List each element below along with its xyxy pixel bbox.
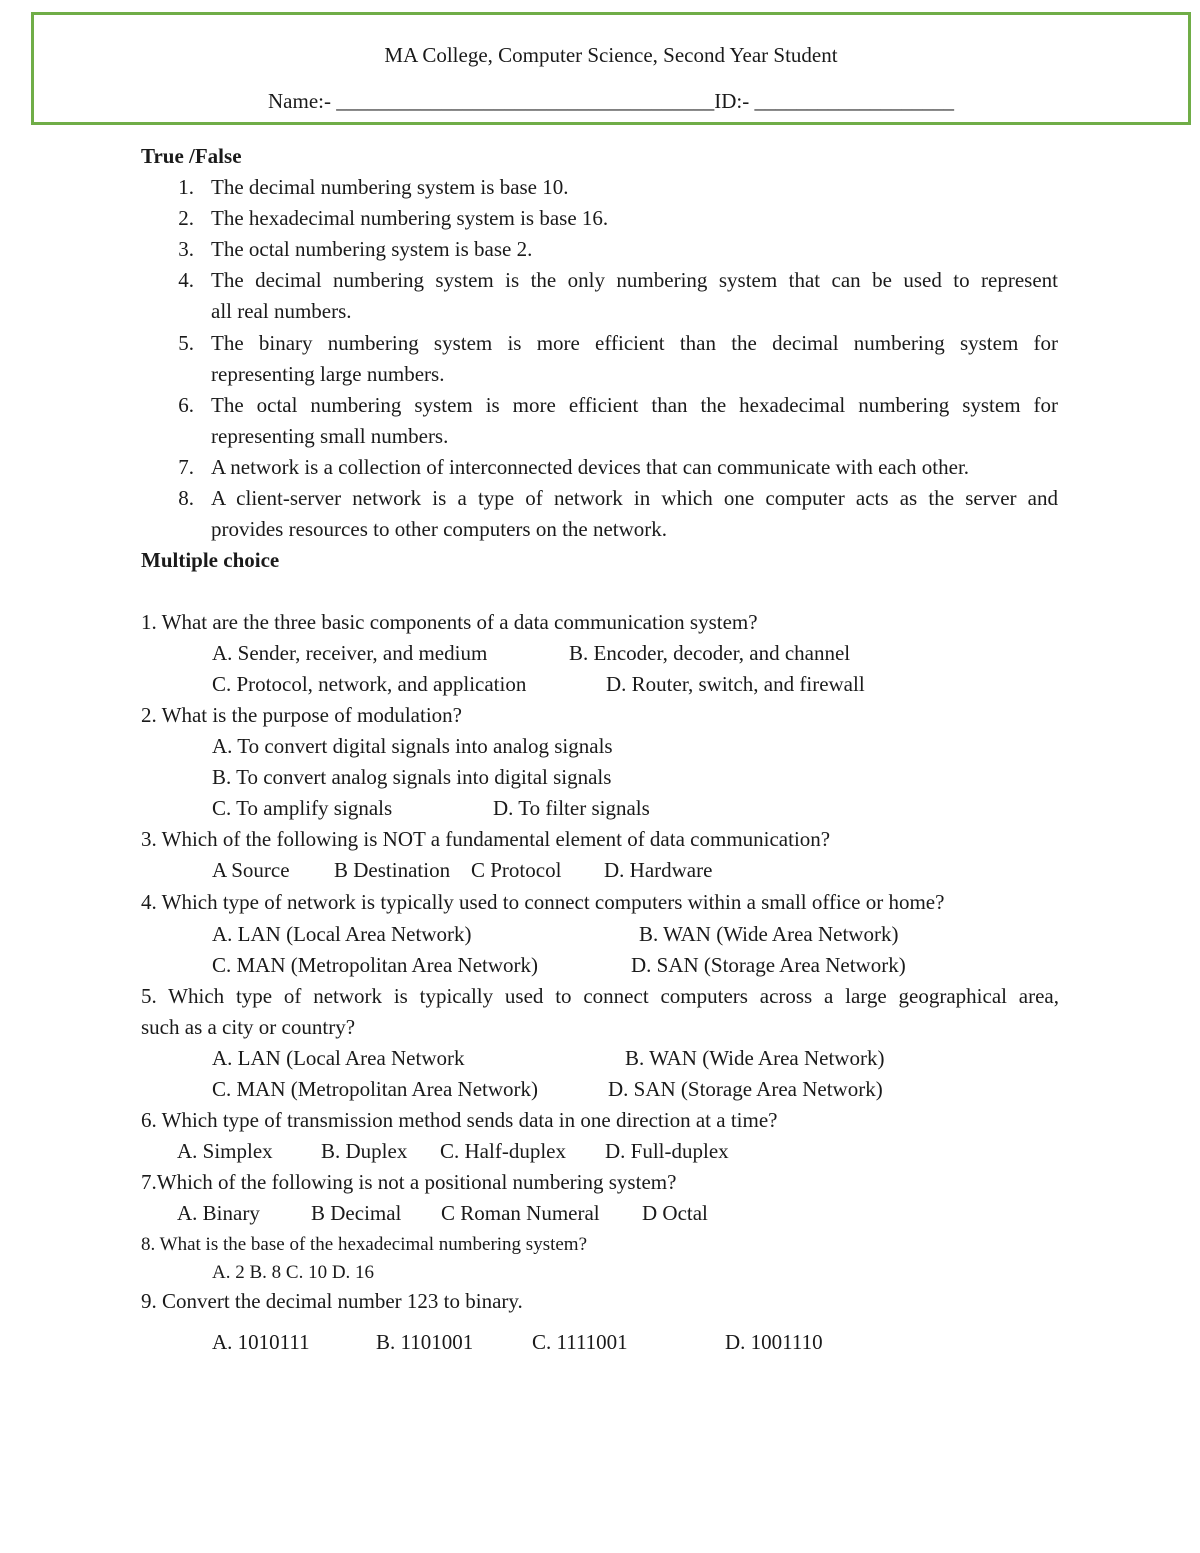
option: B Destination [334,858,451,882]
exam-title: MA College, Computer Science, Second Year Student [384,43,838,67]
option: D. Hardware [604,858,713,882]
tf-number: 1. [178,175,194,199]
option: A Source [212,858,290,882]
option: D. SAN (Storage Area Network) [608,1077,883,1101]
option: C. 1111001 [532,1330,628,1354]
question-4: 4. Which type of network is typically used to connect computers within a small office or home? [141,890,945,914]
option: C Roman Numeral [441,1201,600,1225]
header-box [31,12,1191,125]
option: B. WAN (Wide Area Network) [639,922,899,946]
option: B. Duplex [321,1139,408,1163]
tf-statement: The binary numbering system is more efficient than the decimal numbering system for [211,331,1058,355]
option: D. SAN (Storage Area Network) [631,953,906,977]
option: C. To amplify signals [212,796,393,820]
option: D. 1001110 [725,1330,823,1354]
tf-number: 5. [178,331,194,355]
option: D. Router, switch, and firewall [606,672,865,696]
option: C. MAN (Metropolitan Area Network) [212,953,539,977]
option: A. LAN (Local Area Network [212,1046,465,1070]
option: C. MAN (Metropolitan Area Network) [212,1077,539,1101]
option: A. Sender, receiver, and medium [212,641,488,665]
question-5: 5. Which type of network is typically used to connect computers across a large geographical area, [141,984,1059,1008]
option: B. To convert analog signals into digital signals [212,765,612,789]
option: B Decimal [311,1201,402,1225]
option: A. Simplex [177,1139,273,1163]
tf-statement: The hexadecimal numbering system is base 16. [211,206,609,230]
option: C Protocol [471,858,562,882]
tf-statement: A network is a collection of interconnected devices that can communicate with each other. [211,455,970,479]
option: A. Binary [177,1201,260,1225]
tf-number: 2. [178,206,194,230]
option: D. Full-duplex [605,1139,729,1163]
tf-statement-cont: representing small numbers. [211,424,449,448]
question-5-cont: such as a city or country? [141,1015,356,1039]
option: C. Half-duplex [440,1139,566,1163]
question-7: 7.Which of the following is not a positional numbering system? [141,1170,677,1194]
tf-statement-cont: representing large numbers. [211,362,445,386]
multiple-choice-heading: Multiple choice [141,548,280,572]
option: C. Protocol, network, and application [212,672,527,696]
option: A. 2 B. 8 C. 10 D. 16 [212,1262,375,1283]
tf-statement-cont: all real numbers. [211,299,352,323]
option: B. 1101001 [376,1330,474,1354]
question-6: 6. Which type of transmission method sends data in one direction at a time? [141,1108,778,1132]
tf-number: 7. [178,455,194,479]
name-id-fields: Name:- ____________________________________ID:- ___________________ [268,89,954,113]
option: D. To filter signals [493,796,650,820]
question-9: 9. Convert the decimal number 123 to binary. [141,1289,523,1313]
option: A. 1010111 [212,1330,310,1354]
question-3: 3. Which of the following is NOT a fundamental element of data communication? [141,827,831,851]
option: A. LAN (Local Area Network) [212,922,472,946]
option: D Octal [642,1201,708,1225]
question-1: 1. What are the three basic components of a data communication system? [141,610,758,634]
option: B. Encoder, decoder, and channel [569,641,851,665]
tf-number: 3. [178,237,194,261]
tf-statement: The octal numbering system is more efficient than the hexadecimal numbering system for [211,393,1058,417]
question-2: 2. What is the purpose of modulation? [141,703,462,727]
tf-statement: The decimal numbering system is base 10. [211,175,569,199]
tf-statement-cont: provides resources to other computers on the network. [211,517,668,541]
question-8: 8. What is the base of the hexadecimal numbering system? [141,1234,588,1255]
tf-number: 8. [178,486,194,510]
tf-statement: A client-server network is a type of network in which one computer acts as the server and [211,486,1058,510]
option: A. To convert digital signals into analog signals [212,734,613,758]
tf-number: 4. [178,268,194,292]
tf-statement: The decimal numbering system is the only numbering system that can be used to represent [211,268,1058,292]
option: B. WAN (Wide Area Network) [625,1046,885,1070]
tf-number: 6. [178,393,194,417]
true-false-heading: True /False [141,144,242,168]
tf-statement: The octal numbering system is base 2. [211,237,533,261]
